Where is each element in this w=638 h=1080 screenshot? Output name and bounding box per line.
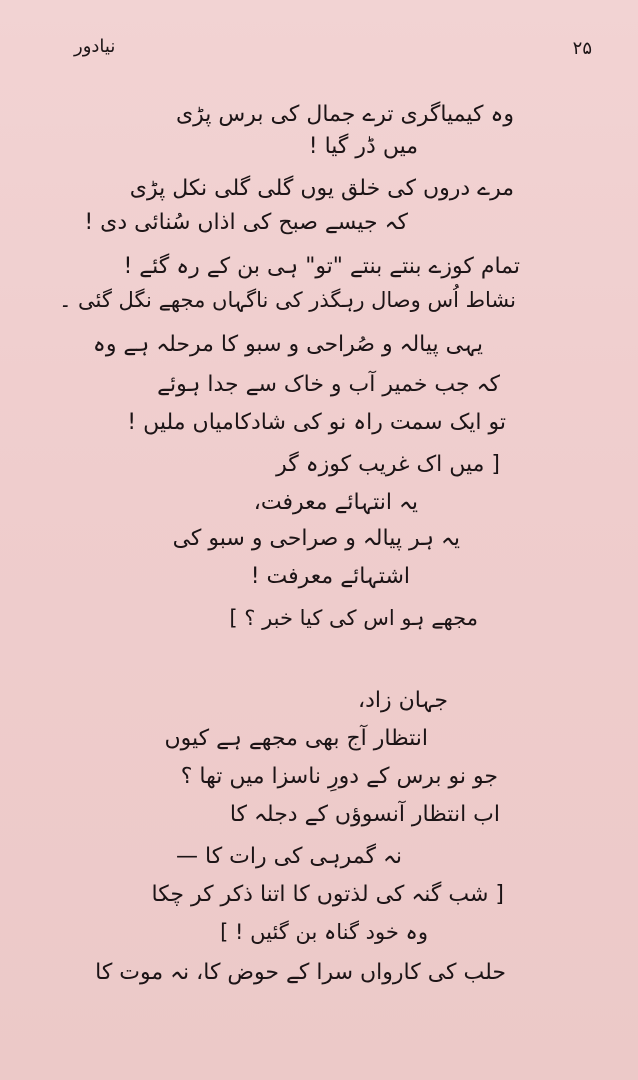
poem-line: یہی پیالہ و صُراحی و سبو کا مرحلہ ہے وہ: [92, 332, 483, 357]
poem-line: اب انتظار آنسوؤں کے دجلہ کا: [229, 802, 500, 827]
magazine-name-header: نیادور: [74, 36, 116, 57]
poem-line: نشاط اُس وصال رہگذر کی ناگہاں مجھے نگل گئی ۔: [59, 288, 516, 312]
poem-line: کہ جیسے صبح کی اذاں سُنائی دی !: [84, 210, 408, 235]
poem-line: وہ کیمیاگری ترے جمال کی برس پڑی: [175, 102, 514, 127]
poem-line: تمام کوزے بنتے بنتے "تو" ہی بن کے رہ گئے !: [123, 254, 520, 279]
poem-line: میں ڈر گیا !: [308, 134, 418, 159]
poem-line: نہ گمرہی کی رات کا —: [176, 844, 402, 869]
poem-line: وہ خود گناہ بن گئیں ! ]: [220, 920, 428, 944]
poem-line: مجھے ہو اس کی کیا خبر ؟ ]: [229, 606, 478, 630]
page-number: ۲۵: [572, 38, 592, 59]
poem-line: انتظار آج بھی مجھے ہے کیوں: [164, 726, 428, 751]
poem-line: تو ایک سمت راہ نو کی شادکامیاں ملیں !: [127, 410, 506, 435]
poem-line: [ شب گنہ کی لذتوں کا اتنا ذکر کر چکا: [151, 882, 504, 907]
poem-line: حلب کی کارواں سرا کے حوض کا، نہ موت کا: [95, 960, 506, 985]
poem-line: یہ ہر پیالہ و صراحی و سبو کی: [172, 526, 460, 551]
poem-line: یہ انتہائے معرفت،: [253, 490, 418, 515]
poem-line: مرے دروں کی خلق یوں گلی گلی نکل پڑی: [129, 176, 514, 201]
poem-line: اشتہائے معرفت !: [250, 564, 410, 589]
poem-line: [ میں اک غریب کوزہ گر: [276, 452, 500, 477]
poem-line: جہان زاد،: [358, 688, 448, 713]
poem-line: کہ جب خمیر آب و خاک سے جدا ہوئے: [157, 372, 500, 397]
poem-line: جو نو برس کے دورِ ناسزا میں تھا ؟: [180, 764, 498, 789]
